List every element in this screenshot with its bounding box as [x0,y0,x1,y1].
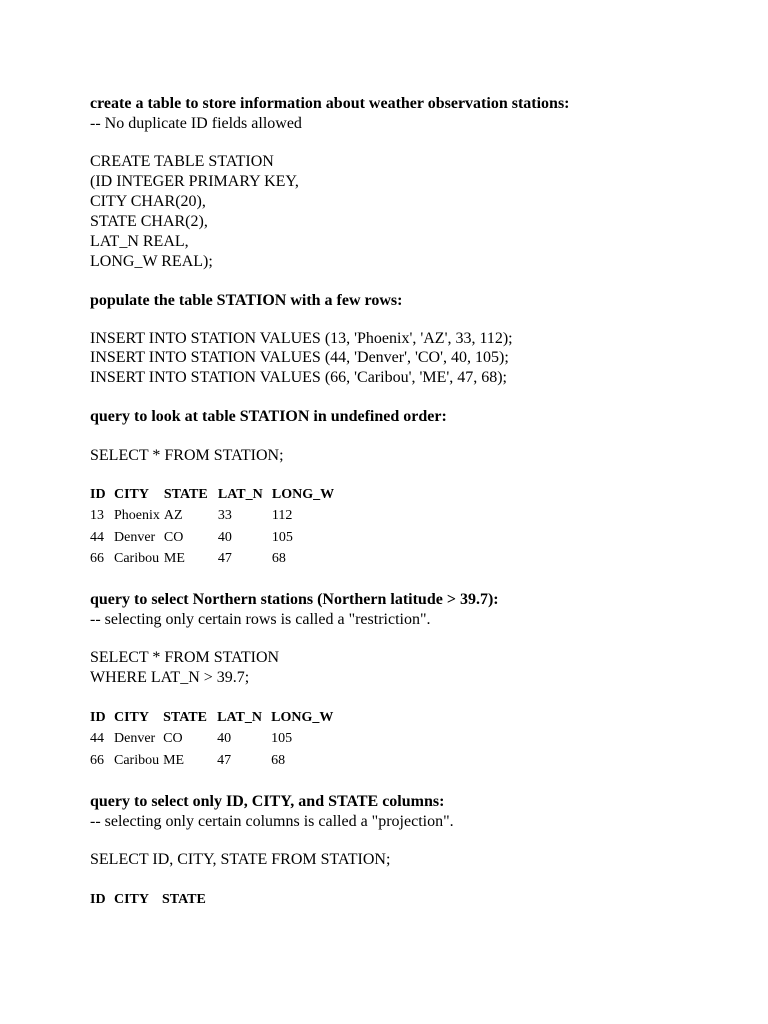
section-heading-projection: query to select only ID, CITY, and STATE columns: [90,793,445,810]
code-line: INSERT INTO STATION VALUES (44, 'Denver', 'CO', 40, 105); [90,349,509,366]
code-line: LAT_N REAL, [90,233,189,250]
column-header: LAT_N [217,709,262,725]
column-header: ID [90,486,106,502]
table-cell: 105 [271,529,293,545]
table-cell: Denver [114,731,156,747]
table-cell: 44 [90,529,104,545]
table-cell: 33 [217,508,232,524]
table-cell: ME [163,551,185,567]
table-cell: 66 [90,752,104,768]
table-cell: 68 [271,752,286,768]
column-header: CITY [114,486,150,502]
section-heading-select-all: query to look at table STATION in undefined order: [90,408,447,425]
table-cell: Caribou [114,551,160,567]
table-row [88,549,336,571]
table-cell: 40 [217,529,232,545]
section-heading-populate: populate the table STATION with a few rows: [90,292,403,309]
table-row [88,750,335,772]
code-line: SELECT * FROM STATION [90,649,280,666]
code-line: SELECT * FROM STATION; [90,447,284,464]
table-cell: 13 [90,508,104,524]
code-line: CITY CHAR(20), [90,193,206,210]
code-line: INSERT INTO STATION VALUES (13, 'Phoenix', 'AZ', 33, 112); [90,330,513,347]
table-header-row [88,889,214,911]
code-line: STATE CHAR(2), [90,213,208,230]
table-cell: 44 [90,731,104,747]
table-header-row [88,484,336,506]
column-header: STATE [163,709,207,725]
table-cell: 66 [90,551,104,567]
table-row [88,729,335,751]
comment-projection: -- selecting only certain columns is called a "projection". [90,813,454,830]
column-header: LONG_W [271,709,334,725]
table-cell: Denver [114,529,156,545]
code-line: CREATE TABLE STATION [90,153,274,170]
table-cell: Phoenix [114,508,160,524]
table-cell: 40 [217,731,232,747]
column-header: LAT_N [217,486,263,502]
comment-restriction: -- selecting only certain rows is called a "restriction". [90,611,431,628]
table-row [88,527,336,549]
code-line: (ID INTEGER PRIMARY KEY, [90,173,299,190]
column-header: STATE [163,486,208,502]
table-cell: AZ [163,508,183,524]
code-line: WHERE LAT_N > 39.7; [90,669,250,686]
table-cell: 47 [217,752,232,768]
code-line: INSERT INTO STATION VALUES (66, 'Caribou', 'ME', 47, 68); [90,369,507,386]
code-line: LONG_W REAL); [90,253,213,270]
section-heading-restriction: query to select Northern stations (Northern latitude > 39.7): [90,591,499,608]
table-row [88,506,336,528]
column-header: ID [90,891,106,907]
result-table [88,889,214,911]
table-cell: 47 [217,551,232,567]
result-table [88,484,336,570]
table-cell: Caribou [114,752,160,768]
table-header-row [88,707,335,729]
table-cell: CO [163,731,183,747]
code-line: SELECT ID, CITY, STATE FROM STATION; [90,851,391,868]
table-cell: 105 [271,731,293,747]
column-header: ID [90,709,106,725]
table-cell: 68 [271,551,286,567]
comment-no-duplicates: -- No duplicate ID fields allowed [90,115,302,132]
table-cell: CO [163,529,184,545]
column-header: CITY [114,891,150,907]
section-heading-create: create a table to store information about weather observation stations: [90,95,570,112]
column-header: CITY [114,709,150,725]
table-cell: 112 [271,508,293,524]
result-table [88,707,335,772]
table-cell: ME [163,752,185,768]
column-header: LONG_W [271,486,335,502]
column-header: STATE [162,891,206,907]
